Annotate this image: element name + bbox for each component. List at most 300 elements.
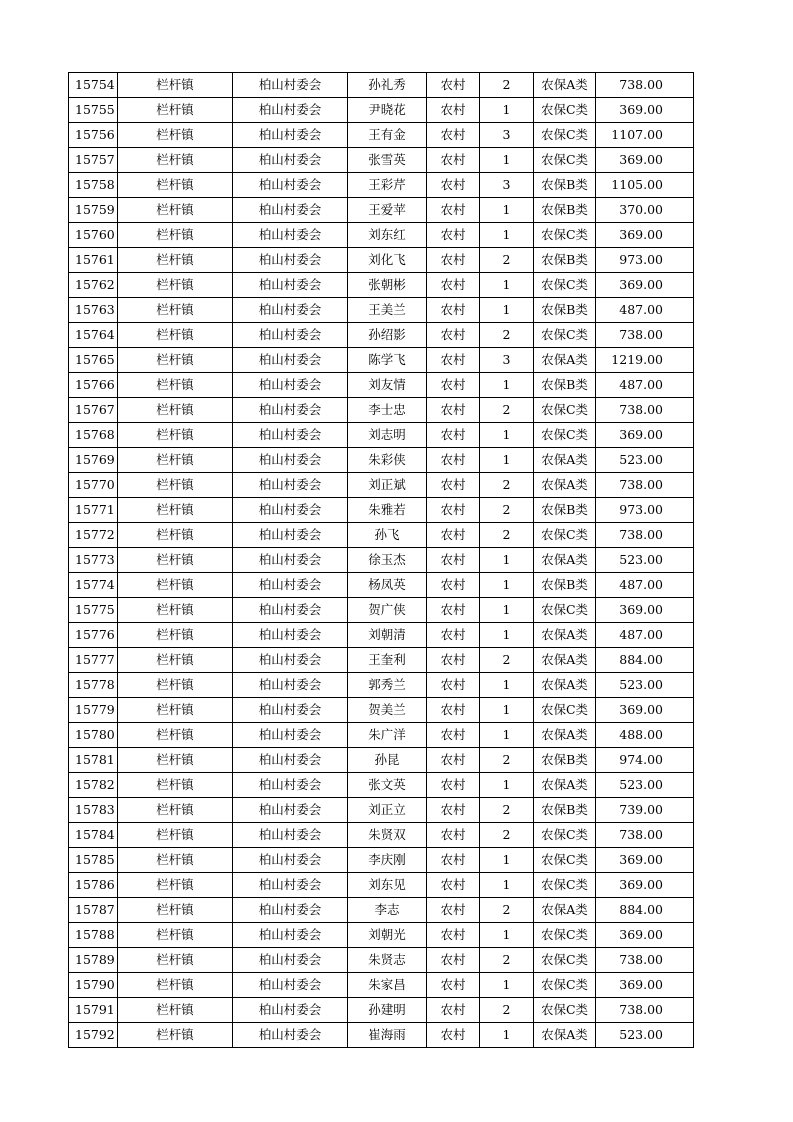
- person-name-cell: 张朝彬: [348, 273, 427, 298]
- records-table: [68, 72, 694, 1048]
- village-committee-cell: 柏山村委会: [233, 948, 348, 973]
- insurance-category-cell: 农保C类: [534, 273, 596, 298]
- person-count-cell: 1: [480, 273, 534, 298]
- record-id-cell: 15773: [69, 548, 118, 573]
- person-count-cell: 3: [480, 348, 534, 373]
- insurance-category-cell: 农保B类: [534, 798, 596, 823]
- person-name-cell: 朱贤志: [348, 948, 427, 973]
- town-cell: 栏杆镇: [118, 648, 233, 673]
- insurance-category-cell: 农保C类: [534, 998, 596, 1023]
- village-committee-cell: 柏山村委会: [233, 648, 348, 673]
- record-id-cell: 15770: [69, 473, 118, 498]
- household-type-cell: 农村: [427, 773, 480, 798]
- record-id-cell: 15790: [69, 973, 118, 998]
- person-name-cell: 李志: [348, 898, 427, 923]
- household-type-cell: 农村: [427, 348, 480, 373]
- amount-cell: 370.00: [596, 198, 694, 223]
- household-type-cell: 农村: [427, 123, 480, 148]
- table-row: [69, 698, 694, 723]
- table-row: [69, 623, 694, 648]
- household-type-cell: 农村: [427, 498, 480, 523]
- town-cell: 栏杆镇: [118, 123, 233, 148]
- person-name-cell: 孙飞: [348, 523, 427, 548]
- table-row: [69, 773, 694, 798]
- person-name-cell: 朱贤双: [348, 823, 427, 848]
- village-committee-cell: 柏山村委会: [233, 798, 348, 823]
- village-committee-cell: 柏山村委会: [233, 248, 348, 273]
- amount-cell: 1107.00: [596, 123, 694, 148]
- town-cell: 栏杆镇: [118, 923, 233, 948]
- amount-cell: 738.00: [596, 473, 694, 498]
- record-id-cell: 15774: [69, 573, 118, 598]
- person-name-cell: 李庆刚: [348, 848, 427, 873]
- person-count-cell: 1: [480, 848, 534, 873]
- village-committee-cell: 柏山村委会: [233, 723, 348, 748]
- table-row: [69, 123, 694, 148]
- household-type-cell: 农村: [427, 723, 480, 748]
- person-count-cell: 1: [480, 873, 534, 898]
- household-type-cell: 农村: [427, 273, 480, 298]
- person-name-cell: 朱雅若: [348, 498, 427, 523]
- village-committee-cell: 柏山村委会: [233, 823, 348, 848]
- amount-cell: 369.00: [596, 273, 694, 298]
- person-name-cell: 刘东见: [348, 873, 427, 898]
- amount-cell: 523.00: [596, 673, 694, 698]
- record-id-cell: 15760: [69, 223, 118, 248]
- amount-cell: 738.00: [596, 998, 694, 1023]
- town-cell: 栏杆镇: [118, 473, 233, 498]
- town-cell: 栏杆镇: [118, 698, 233, 723]
- village-committee-cell: 柏山村委会: [233, 373, 348, 398]
- person-name-cell: 刘正立: [348, 798, 427, 823]
- amount-cell: 369.00: [596, 98, 694, 123]
- person-name-cell: 陈学飞: [348, 348, 427, 373]
- insurance-category-cell: 农保A类: [534, 648, 596, 673]
- amount-cell: 488.00: [596, 723, 694, 748]
- record-id-cell: 15782: [69, 773, 118, 798]
- record-id-cell: 15758: [69, 173, 118, 198]
- village-committee-cell: 柏山村委会: [233, 198, 348, 223]
- amount-cell: 973.00: [596, 248, 694, 273]
- town-cell: 栏杆镇: [118, 323, 233, 348]
- person-name-cell: 刘化飞: [348, 248, 427, 273]
- town-cell: 栏杆镇: [118, 673, 233, 698]
- table-row: [69, 473, 694, 498]
- record-id-cell: 15768: [69, 423, 118, 448]
- town-cell: 栏杆镇: [118, 423, 233, 448]
- amount-cell: 974.00: [596, 748, 694, 773]
- person-name-cell: 王彩芹: [348, 173, 427, 198]
- person-count-cell: 1: [480, 623, 534, 648]
- table-row: [69, 598, 694, 623]
- village-committee-cell: 柏山村委会: [233, 123, 348, 148]
- household-type-cell: 农村: [427, 598, 480, 623]
- table-row: [69, 173, 694, 198]
- household-type-cell: 农村: [427, 248, 480, 273]
- insurance-category-cell: 农保A类: [534, 898, 596, 923]
- table-row: [69, 148, 694, 173]
- household-type-cell: 农村: [427, 473, 480, 498]
- village-committee-cell: 柏山村委会: [233, 273, 348, 298]
- insurance-category-cell: 农保A类: [534, 73, 596, 98]
- village-committee-cell: 柏山村委会: [233, 973, 348, 998]
- household-type-cell: 农村: [427, 748, 480, 773]
- village-committee-cell: 柏山村委会: [233, 298, 348, 323]
- village-committee-cell: 柏山村委会: [233, 1023, 348, 1048]
- town-cell: 栏杆镇: [118, 998, 233, 1023]
- household-type-cell: 农村: [427, 973, 480, 998]
- insurance-category-cell: 农保A类: [534, 348, 596, 373]
- person-count-cell: 1: [480, 148, 534, 173]
- amount-cell: 884.00: [596, 648, 694, 673]
- record-id-cell: 15781: [69, 748, 118, 773]
- town-cell: 栏杆镇: [118, 73, 233, 98]
- amount-cell: 369.00: [596, 223, 694, 248]
- village-committee-cell: 柏山村委会: [233, 898, 348, 923]
- table-row: [69, 273, 694, 298]
- person-name-cell: 朱彩侠: [348, 448, 427, 473]
- amount-cell: 487.00: [596, 573, 694, 598]
- household-type-cell: 农村: [427, 448, 480, 473]
- village-committee-cell: 柏山村委会: [233, 623, 348, 648]
- person-name-cell: 郭秀兰: [348, 673, 427, 698]
- table-row: [69, 873, 694, 898]
- person-name-cell: 尹晓花: [348, 98, 427, 123]
- table-row: [69, 448, 694, 473]
- amount-cell: 487.00: [596, 298, 694, 323]
- record-id-cell: 15755: [69, 98, 118, 123]
- household-type-cell: 农村: [427, 898, 480, 923]
- person-count-cell: 1: [480, 573, 534, 598]
- table-row: [69, 548, 694, 573]
- table-row: [69, 423, 694, 448]
- town-cell: 栏杆镇: [118, 248, 233, 273]
- person-count-cell: 1: [480, 223, 534, 248]
- record-id-cell: 15785: [69, 848, 118, 873]
- town-cell: 栏杆镇: [118, 898, 233, 923]
- insurance-category-cell: 农保B类: [534, 248, 596, 273]
- amount-cell: 369.00: [596, 923, 694, 948]
- household-type-cell: 农村: [427, 98, 480, 123]
- village-committee-cell: 柏山村委会: [233, 398, 348, 423]
- amount-cell: 738.00: [596, 398, 694, 423]
- town-cell: 栏杆镇: [118, 873, 233, 898]
- amount-cell: 369.00: [596, 873, 694, 898]
- household-type-cell: 农村: [427, 548, 480, 573]
- record-id-cell: 15771: [69, 498, 118, 523]
- amount-cell: 738.00: [596, 323, 694, 348]
- insurance-category-cell: 农保A类: [534, 448, 596, 473]
- household-type-cell: 农村: [427, 523, 480, 548]
- village-committee-cell: 柏山村委会: [233, 498, 348, 523]
- table-row: [69, 1023, 694, 1048]
- insurance-category-cell: 农保A类: [534, 673, 596, 698]
- person-count-cell: 3: [480, 173, 534, 198]
- person-count-cell: 1: [480, 198, 534, 223]
- person-name-cell: 王奎利: [348, 648, 427, 673]
- household-type-cell: 农村: [427, 198, 480, 223]
- amount-cell: 523.00: [596, 448, 694, 473]
- amount-cell: 369.00: [596, 148, 694, 173]
- person-name-cell: 刘正斌: [348, 473, 427, 498]
- person-name-cell: 孙绍影: [348, 323, 427, 348]
- table-row: [69, 898, 694, 923]
- village-committee-cell: 柏山村委会: [233, 548, 348, 573]
- village-committee-cell: 柏山村委会: [233, 473, 348, 498]
- person-name-cell: 刘朝光: [348, 923, 427, 948]
- amount-cell: 739.00: [596, 798, 694, 823]
- town-cell: 栏杆镇: [118, 448, 233, 473]
- town-cell: 栏杆镇: [118, 273, 233, 298]
- person-count-cell: 1: [480, 548, 534, 573]
- record-id-cell: 15786: [69, 873, 118, 898]
- amount-cell: 523.00: [596, 548, 694, 573]
- table-row: [69, 673, 694, 698]
- town-cell: 栏杆镇: [118, 198, 233, 223]
- village-committee-cell: 柏山村委会: [233, 673, 348, 698]
- household-type-cell: 农村: [427, 798, 480, 823]
- table-row: [69, 923, 694, 948]
- table-row: [69, 298, 694, 323]
- person-name-cell: 李士忠: [348, 398, 427, 423]
- household-type-cell: 农村: [427, 73, 480, 98]
- village-committee-cell: 柏山村委会: [233, 998, 348, 1023]
- person-count-cell: 2: [480, 248, 534, 273]
- village-committee-cell: 柏山村委会: [233, 848, 348, 873]
- household-type-cell: 农村: [427, 873, 480, 898]
- town-cell: 栏杆镇: [118, 598, 233, 623]
- insurance-category-cell: 农保C类: [534, 423, 596, 448]
- person-count-cell: 2: [480, 748, 534, 773]
- insurance-category-cell: 农保C类: [534, 973, 596, 998]
- town-cell: 栏杆镇: [118, 973, 233, 998]
- person-count-cell: 2: [480, 323, 534, 348]
- person-name-cell: 崔海雨: [348, 1023, 427, 1048]
- household-type-cell: 农村: [427, 148, 480, 173]
- table-row: [69, 398, 694, 423]
- insurance-category-cell: 农保A类: [534, 548, 596, 573]
- insurance-category-cell: 农保B类: [534, 198, 596, 223]
- record-id-cell: 15792: [69, 1023, 118, 1048]
- table-row: [69, 573, 694, 598]
- table-row: [69, 948, 694, 973]
- insurance-category-cell: 农保C类: [534, 398, 596, 423]
- person-name-cell: 张雪英: [348, 148, 427, 173]
- town-cell: 栏杆镇: [118, 623, 233, 648]
- record-id-cell: 15756: [69, 123, 118, 148]
- insurance-category-cell: 农保C类: [534, 873, 596, 898]
- table-row: [69, 98, 694, 123]
- record-id-cell: 15761: [69, 248, 118, 273]
- household-type-cell: 农村: [427, 623, 480, 648]
- person-count-cell: 1: [480, 923, 534, 948]
- person-name-cell: 王有金: [348, 123, 427, 148]
- household-type-cell: 农村: [427, 698, 480, 723]
- record-id-cell: 15754: [69, 73, 118, 98]
- person-name-cell: 刘志明: [348, 423, 427, 448]
- person-count-cell: 1: [480, 423, 534, 448]
- town-cell: 栏杆镇: [118, 1023, 233, 1048]
- household-type-cell: 农村: [427, 848, 480, 873]
- village-committee-cell: 柏山村委会: [233, 523, 348, 548]
- person-count-cell: 2: [480, 898, 534, 923]
- town-cell: 栏杆镇: [118, 373, 233, 398]
- insurance-category-cell: 农保C类: [534, 923, 596, 948]
- insurance-category-cell: 农保A类: [534, 1023, 596, 1048]
- record-id-cell: 15791: [69, 998, 118, 1023]
- insurance-category-cell: 农保C类: [534, 123, 596, 148]
- town-cell: 栏杆镇: [118, 173, 233, 198]
- person-count-cell: 1: [480, 1023, 534, 1048]
- town-cell: 栏杆镇: [118, 773, 233, 798]
- table-row: [69, 323, 694, 348]
- village-committee-cell: 柏山村委会: [233, 598, 348, 623]
- amount-cell: 523.00: [596, 1023, 694, 1048]
- record-id-cell: 15765: [69, 348, 118, 373]
- household-type-cell: 农村: [427, 948, 480, 973]
- amount-cell: 369.00: [596, 848, 694, 873]
- household-type-cell: 农村: [427, 423, 480, 448]
- amount-cell: 1105.00: [596, 173, 694, 198]
- person-name-cell: 朱广洋: [348, 723, 427, 748]
- town-cell: 栏杆镇: [118, 498, 233, 523]
- table-row: [69, 648, 694, 673]
- person-count-cell: 1: [480, 98, 534, 123]
- person-name-cell: 王爱苹: [348, 198, 427, 223]
- household-type-cell: 农村: [427, 323, 480, 348]
- record-id-cell: 15763: [69, 298, 118, 323]
- table-row: [69, 498, 694, 523]
- person-count-cell: 1: [480, 448, 534, 473]
- insurance-category-cell: 农保C类: [534, 698, 596, 723]
- person-name-cell: 刘东红: [348, 223, 427, 248]
- village-committee-cell: 柏山村委会: [233, 573, 348, 598]
- town-cell: 栏杆镇: [118, 573, 233, 598]
- amount-cell: 369.00: [596, 698, 694, 723]
- town-cell: 栏杆镇: [118, 948, 233, 973]
- record-id-cell: 15762: [69, 273, 118, 298]
- record-id-cell: 15787: [69, 898, 118, 923]
- household-type-cell: 农村: [427, 223, 480, 248]
- town-cell: 栏杆镇: [118, 148, 233, 173]
- village-committee-cell: 柏山村委会: [233, 698, 348, 723]
- person-name-cell: 孙礼秀: [348, 73, 427, 98]
- record-id-cell: 15764: [69, 323, 118, 348]
- table-row: [69, 723, 694, 748]
- person-count-cell: 2: [480, 648, 534, 673]
- insurance-category-cell: 农保C类: [534, 98, 596, 123]
- insurance-category-cell: 农保B类: [534, 748, 596, 773]
- person-name-cell: 杨凤英: [348, 573, 427, 598]
- household-type-cell: 农村: [427, 398, 480, 423]
- person-count-cell: 1: [480, 298, 534, 323]
- table-body: [69, 73, 694, 1048]
- household-type-cell: 农村: [427, 998, 480, 1023]
- village-committee-cell: 柏山村委会: [233, 423, 348, 448]
- record-id-cell: 15777: [69, 648, 118, 673]
- table-row: [69, 73, 694, 98]
- record-id-cell: 15780: [69, 723, 118, 748]
- table-row: [69, 798, 694, 823]
- insurance-category-cell: 农保C类: [534, 823, 596, 848]
- village-committee-cell: 柏山村委会: [233, 323, 348, 348]
- record-id-cell: 15788: [69, 923, 118, 948]
- town-cell: 栏杆镇: [118, 748, 233, 773]
- town-cell: 栏杆镇: [118, 723, 233, 748]
- record-id-cell: 15775: [69, 598, 118, 623]
- person-count-cell: 2: [480, 823, 534, 848]
- amount-cell: 369.00: [596, 973, 694, 998]
- insurance-category-cell: 农保B类: [534, 298, 596, 323]
- record-id-cell: 15776: [69, 623, 118, 648]
- person-name-cell: 王美兰: [348, 298, 427, 323]
- person-name-cell: 孙昆: [348, 748, 427, 773]
- person-name-cell: 朱家昌: [348, 973, 427, 998]
- person-count-cell: 1: [480, 973, 534, 998]
- person-name-cell: 贺美兰: [348, 698, 427, 723]
- household-type-cell: 农村: [427, 823, 480, 848]
- insurance-category-cell: 农保C类: [534, 223, 596, 248]
- table-row: [69, 823, 694, 848]
- person-count-cell: 3: [480, 123, 534, 148]
- village-committee-cell: 柏山村委会: [233, 448, 348, 473]
- person-count-cell: 2: [480, 473, 534, 498]
- amount-cell: 369.00: [596, 598, 694, 623]
- table-row: [69, 348, 694, 373]
- person-count-cell: 2: [480, 798, 534, 823]
- household-type-cell: 农村: [427, 173, 480, 198]
- person-count-cell: 1: [480, 598, 534, 623]
- insurance-category-cell: 农保B类: [534, 498, 596, 523]
- insurance-category-cell: 农保B类: [534, 573, 596, 598]
- table-row: [69, 198, 694, 223]
- village-committee-cell: 柏山村委会: [233, 748, 348, 773]
- insurance-category-cell: 农保C类: [534, 948, 596, 973]
- household-type-cell: 农村: [427, 923, 480, 948]
- person-name-cell: 刘友情: [348, 373, 427, 398]
- village-committee-cell: 柏山村委会: [233, 773, 348, 798]
- person-name-cell: 贺广侠: [348, 598, 427, 623]
- table-row: [69, 248, 694, 273]
- person-name-cell: 徐玉杰: [348, 548, 427, 573]
- record-id-cell: 15767: [69, 398, 118, 423]
- village-committee-cell: 柏山村委会: [233, 73, 348, 98]
- record-id-cell: 15766: [69, 373, 118, 398]
- insurance-category-cell: 农保C类: [534, 523, 596, 548]
- person-name-cell: 孙建明: [348, 998, 427, 1023]
- amount-cell: 1219.00: [596, 348, 694, 373]
- table-row: [69, 373, 694, 398]
- record-id-cell: 15769: [69, 448, 118, 473]
- town-cell: 栏杆镇: [118, 298, 233, 323]
- town-cell: 栏杆镇: [118, 223, 233, 248]
- household-type-cell: 农村: [427, 373, 480, 398]
- record-id-cell: 15784: [69, 823, 118, 848]
- record-id-cell: 15789: [69, 948, 118, 973]
- person-count-cell: 2: [480, 998, 534, 1023]
- amount-cell: 738.00: [596, 948, 694, 973]
- table-row: [69, 848, 694, 873]
- person-count-cell: 2: [480, 498, 534, 523]
- amount-cell: 738.00: [596, 73, 694, 98]
- record-id-cell: 15759: [69, 198, 118, 223]
- person-count-cell: 2: [480, 948, 534, 973]
- insurance-category-cell: 农保B类: [534, 373, 596, 398]
- person-count-cell: 2: [480, 523, 534, 548]
- table-row: [69, 998, 694, 1023]
- household-type-cell: 农村: [427, 298, 480, 323]
- table-row: [69, 523, 694, 548]
